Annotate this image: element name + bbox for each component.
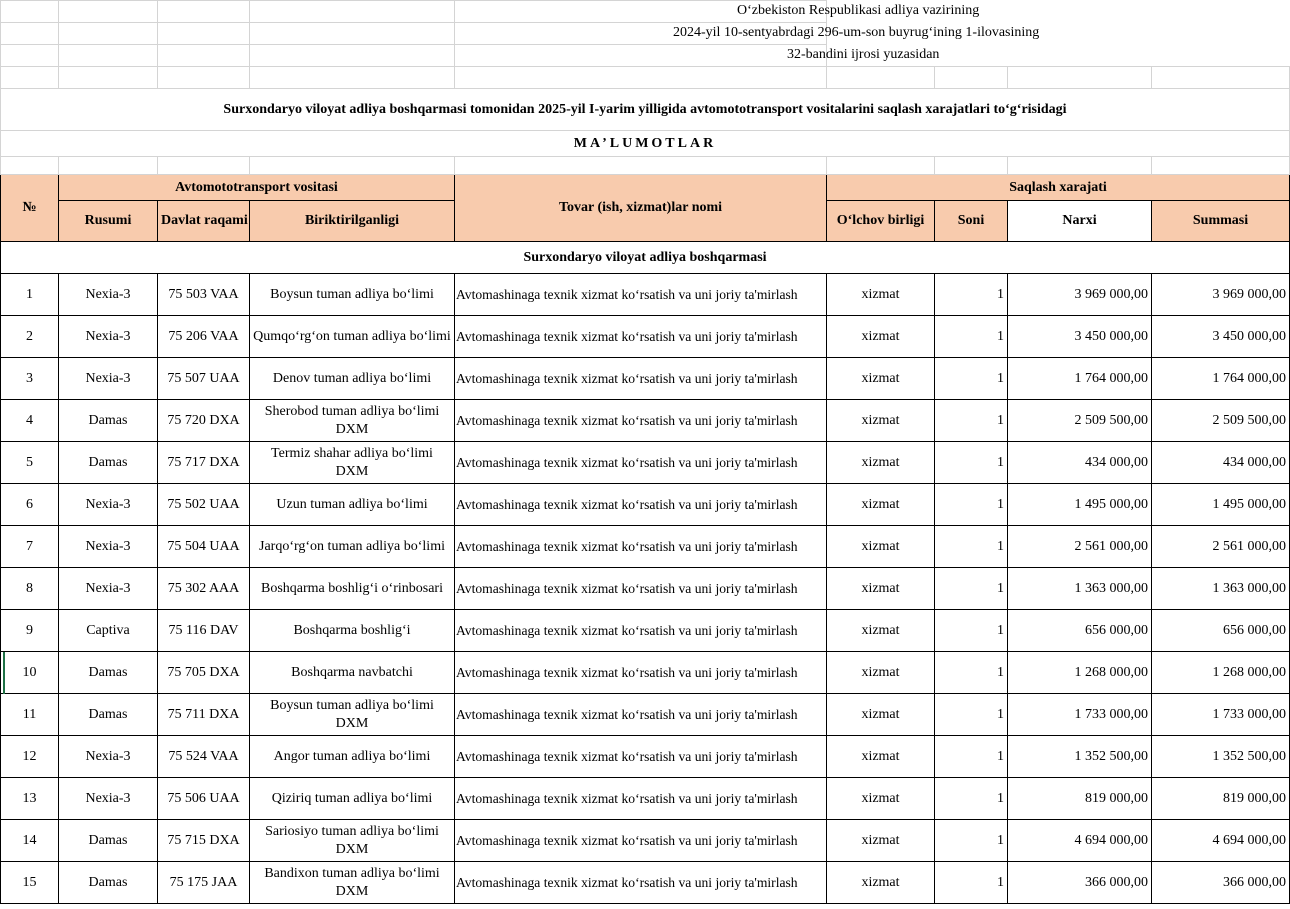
col-price: Narxi [1008, 201, 1152, 242]
cell-qty[interactable]: 1 [935, 778, 1008, 820]
cell-unit[interactable]: xizmat [827, 568, 935, 610]
cell-sum[interactable]: 3 969 000,00 [1152, 274, 1290, 316]
cell-plate[interactable]: 75 502 UAA [158, 484, 250, 526]
col-cost-group: Saqlash xarajati [827, 175, 1290, 201]
cell-price[interactable]: 1 764 000,00 [1008, 358, 1152, 400]
active-row-indicator [3, 652, 5, 694]
col-qty: Soni [935, 201, 1008, 242]
cell-plate[interactable]: 75 503 VAA [158, 274, 250, 316]
cell-assigned[interactable]: Termiz shahar adliya bo‘limi DXM [250, 442, 455, 484]
cell-goods[interactable]: Avtomashinaga texnik xizmat ko‘rsatish va uni joriy ta'mirlash [455, 400, 827, 442]
cell-price[interactable]: 1 733 000,00 [1008, 694, 1152, 736]
spacer-row [1, 157, 1290, 175]
cell-model[interactable]: Nexia-3 [59, 736, 158, 778]
table-row [1, 274, 1290, 316]
cell-price[interactable]: 1 495 000,00 [1008, 484, 1152, 526]
cell-qty[interactable]: 1 [935, 274, 1008, 316]
cell-unit[interactable]: xizmat [827, 778, 935, 820]
subtitle-row [1, 131, 1290, 157]
table-row [1, 400, 1290, 442]
cell-qty[interactable]: 1 [935, 400, 1008, 442]
cell-model[interactable]: Nexia-3 [59, 484, 158, 526]
cell-sum[interactable]: 1 733 000,00 [1152, 694, 1290, 736]
cell-goods[interactable]: Avtomashinaga texnik xizmat ko‘rsatish va uni joriy ta'mirlash [455, 694, 827, 736]
cell-sum[interactable]: 656 000,00 [1152, 610, 1290, 652]
col-sum: Summasi [1152, 201, 1290, 242]
cell-plate[interactable]: 75 715 DXA [158, 820, 250, 862]
col-assigned: Biriktirilganligi [250, 201, 455, 242]
table-row [1, 820, 1290, 862]
cell-plate[interactable]: 75 302 AAA [158, 568, 250, 610]
table-row [1, 442, 1290, 484]
cell-no[interactable]: 4 [1, 400, 59, 442]
cell-qty[interactable]: 1 [935, 862, 1008, 904]
cell-model[interactable]: Nexia-3 [59, 316, 158, 358]
cell-sum[interactable]: 1 495 000,00 [1152, 484, 1290, 526]
cell-unit[interactable]: xizmat [827, 400, 935, 442]
cell-sum[interactable]: 2 509 500,00 [1152, 400, 1290, 442]
cell-plate[interactable]: 75 720 DXA [158, 400, 250, 442]
cell-qty[interactable]: 1 [935, 610, 1008, 652]
cell-goods[interactable]: Avtomashinaga texnik xizmat ko‘rsatish va uni joriy ta'mirlash [455, 274, 827, 316]
cell-plate[interactable]: 75 717 DXA [158, 442, 250, 484]
col-goods: Tovar (ish, xizmat)lar nomi [455, 175, 827, 242]
cell-unit[interactable]: xizmat [827, 358, 935, 400]
cell-price[interactable]: 656 000,00 [1008, 610, 1152, 652]
col-vehicle-group: Avtomototransport vositasi [59, 175, 455, 201]
cell-sum[interactable]: 1 352 500,00 [1152, 736, 1290, 778]
document-subtitle: MA’LUMOTLAR [1, 131, 1290, 157]
cell-goods[interactable]: Avtomashinaga texnik xizmat ko‘rsatish va uni joriy ta'mirlash [455, 358, 827, 400]
header-row-3 [1, 45, 1290, 67]
cell-goods[interactable]: Avtomashinaga texnik xizmat ko‘rsatish va uni joriy ta'mirlash [455, 610, 827, 652]
cell-model[interactable]: Damas [59, 862, 158, 904]
cell-sum[interactable]: 434 000,00 [1152, 442, 1290, 484]
cell-sum[interactable]: 1 268 000,00 [1152, 652, 1290, 694]
cell-qty[interactable]: 1 [935, 316, 1008, 358]
cell-assigned[interactable]: Boysun tuman adliya bo‘limi [250, 274, 455, 316]
cell-model[interactable]: Damas [59, 820, 158, 862]
cell-plate[interactable]: 75 206 VAA [158, 316, 250, 358]
cell-sum[interactable]: 3 450 000,00 [1152, 316, 1290, 358]
cell-price[interactable]: 2 561 000,00 [1008, 526, 1152, 568]
cell-price[interactable]: 3 969 000,00 [1008, 274, 1152, 316]
cell-goods[interactable]: Avtomashinaga texnik xizmat ko‘rsatish va uni joriy ta'mirlash [455, 862, 827, 904]
table-row [1, 736, 1290, 778]
cell-plate[interactable]: 75 507 UAA [158, 358, 250, 400]
cell-assigned[interactable]: Qiziriq tuman adliya bo‘limi [250, 778, 455, 820]
cell-no[interactable]: 6 [1, 484, 59, 526]
cell-goods[interactable]: Avtomashinaga texnik xizmat ko‘rsatish va uni joriy ta'mirlash [455, 778, 827, 820]
cell-qty[interactable]: 1 [935, 358, 1008, 400]
table-row [1, 316, 1290, 358]
cell-assigned[interactable]: Sariosiyo tuman adliya bo‘limi DXM [250, 820, 455, 862]
header-line-2: 2024-yil 10-sentyabrdagi 296-um-son buyrug‘ining 1-ilovasining [673, 24, 1040, 40]
cell-model[interactable]: Captiva [59, 610, 158, 652]
section-title: Surxondaryo viloyat adliya boshqarmasi [1, 242, 1290, 274]
cell-plate[interactable]: 75 504 UAA [158, 526, 250, 568]
cell-assigned[interactable]: Jarqo‘rg‘on tuman adliya bo‘limi [250, 526, 455, 568]
cell-price[interactable]: 2 509 500,00 [1008, 400, 1152, 442]
cell-no[interactable]: 1 [1, 274, 59, 316]
cell-assigned[interactable]: Boysun tuman adliya bo‘limi DXM [250, 694, 455, 736]
cell-price[interactable]: 1 268 000,00 [1008, 652, 1152, 694]
cell-plate[interactable]: 75 175 JAA [158, 862, 250, 904]
cell-goods[interactable]: Avtomashinaga texnik xizmat ko‘rsatish va uni joriy ta'mirlash [455, 316, 827, 358]
header-line-3: 32-bandini ijrosi yuzasidan [787, 46, 940, 62]
cell-qty[interactable]: 1 [935, 442, 1008, 484]
cell-sum[interactable]: 819 000,00 [1152, 778, 1290, 820]
cell-assigned[interactable]: Denov tuman adliya bo‘limi [250, 358, 455, 400]
cell-goods[interactable]: Avtomashinaga texnik xizmat ko‘rsatish va uni joriy ta'mirlash [455, 442, 827, 484]
cell-assigned[interactable]: Boshqarma boshlig‘i o‘rinbosari [250, 568, 455, 610]
header-line-1: O‘zbekiston Respublikasi adliya vazirining [737, 2, 980, 18]
col-model: Rusumi [59, 201, 158, 242]
table-row [1, 778, 1290, 820]
cell-no[interactable]: 10 [1, 652, 59, 694]
cell-price[interactable]: 1 352 500,00 [1008, 736, 1152, 778]
cell-goods[interactable]: Avtomashinaga texnik xizmat ko‘rsatish va uni joriy ta'mirlash [455, 526, 827, 568]
cell-model[interactable]: Damas [59, 442, 158, 484]
header-row-2 [1, 23, 1290, 45]
cell-sum[interactable]: 1 363 000,00 [1152, 568, 1290, 610]
cell-qty[interactable]: 1 [935, 652, 1008, 694]
cell-model[interactable]: Damas [59, 694, 158, 736]
cell-assigned[interactable]: Qumqo‘rg‘on tuman adliya bo‘limi [250, 316, 455, 358]
cell-assigned[interactable]: Angor tuman adliya bo‘limi [250, 736, 455, 778]
blank-row [1, 67, 1290, 89]
cell-goods[interactable]: Avtomashinaga texnik xizmat ko‘rsatish va uni joriy ta'mirlash [455, 484, 827, 526]
table-row [1, 694, 1290, 736]
cell-price[interactable]: 1 363 000,00 [1008, 568, 1152, 610]
cell-qty[interactable]: 1 [935, 694, 1008, 736]
cell-assigned[interactable]: Bandixon tuman adliya bo‘limi DXM [250, 862, 455, 904]
cell-model[interactable]: Nexia-3 [59, 526, 158, 568]
cell-price[interactable]: 366 000,00 [1008, 862, 1152, 904]
cell-unit[interactable]: xizmat [827, 442, 935, 484]
cell-no[interactable]: 2 [1, 316, 59, 358]
cell-qty[interactable]: 1 [935, 526, 1008, 568]
cell-sum[interactable]: 4 694 000,00 [1152, 820, 1290, 862]
cell-model[interactable]: Damas [59, 652, 158, 694]
cell-no[interactable]: 13 [1, 778, 59, 820]
cell-price[interactable]: 3 450 000,00 [1008, 316, 1152, 358]
cell-unit[interactable]: xizmat [827, 820, 935, 862]
cell-no[interactable]: 5 [1, 442, 59, 484]
cell-goods[interactable]: Avtomashinaga texnik xizmat ko‘rsatish va uni joriy ta'mirlash [455, 736, 827, 778]
section-row [1, 242, 1290, 274]
table-row [1, 652, 1290, 694]
cell-assigned[interactable]: Boshqarma boshlig‘i [250, 610, 455, 652]
col-no: № [1, 175, 59, 242]
table-row [1, 484, 1290, 526]
document-title: Surxondaryo viloyat adliya boshqarmasi tomonidan 2025-yil I-yarim yilligida avtomototransport vositalarini saqlash xarajatlari to‘g‘risidagi [1, 89, 1290, 131]
cell-sum[interactable]: 2 561 000,00 [1152, 526, 1290, 568]
table-row [1, 526, 1290, 568]
cell-unit[interactable]: xizmat [827, 526, 935, 568]
cell-no[interactable]: 9 [1, 610, 59, 652]
table-row [1, 610, 1290, 652]
cell-unit[interactable]: xizmat [827, 316, 935, 358]
cell-no[interactable]: 14 [1, 820, 59, 862]
cell-unit[interactable]: xizmat [827, 736, 935, 778]
cell-assigned[interactable]: Uzun tuman adliya bo‘limi [250, 484, 455, 526]
cell-assigned[interactable]: Sherobod tuman adliya bo‘limi DXM [250, 400, 455, 442]
cell-no[interactable]: 11 [1, 694, 59, 736]
cell-unit[interactable]: xizmat [827, 274, 935, 316]
cell-plate[interactable]: 75 524 VAA [158, 736, 250, 778]
cell-unit[interactable]: xizmat [827, 484, 935, 526]
cell-model[interactable]: Nexia-3 [59, 778, 158, 820]
cell-unit[interactable]: xizmat [827, 862, 935, 904]
table-row [1, 862, 1290, 904]
cell-unit[interactable]: xizmat [827, 610, 935, 652]
table-row [1, 358, 1290, 400]
cell-sum[interactable]: 366 000,00 [1152, 862, 1290, 904]
col-unit: O‘lchov birligi [827, 201, 935, 242]
cell-qty[interactable]: 1 [935, 820, 1008, 862]
cell-sum[interactable]: 1 764 000,00 [1152, 358, 1290, 400]
cell-price[interactable]: 819 000,00 [1008, 778, 1152, 820]
col-plate: Davlat raqami [158, 201, 250, 242]
cell-no[interactable]: 3 [1, 358, 59, 400]
cell-goods[interactable]: Avtomashinaga texnik xizmat ko‘rsatish va uni joriy ta'mirlash [455, 652, 827, 694]
cell-qty[interactable]: 1 [935, 568, 1008, 610]
cell-plate[interactable]: 75 506 UAA [158, 778, 250, 820]
cell-plate[interactable]: 75 705 DXA [158, 652, 250, 694]
title-row [1, 89, 1290, 131]
cell-goods[interactable]: Avtomashinaga texnik xizmat ko‘rsatish va uni joriy ta'mirlash [455, 568, 827, 610]
table-header-row-1 [1, 175, 1290, 201]
cell-plate[interactable]: 75 116 DAV [158, 610, 250, 652]
cell-model[interactable]: Damas [59, 400, 158, 442]
cell-goods[interactable]: Avtomashinaga texnik xizmat ko‘rsatish va uni joriy ta'mirlash [455, 820, 827, 862]
cell-no[interactable]: 7 [1, 526, 59, 568]
cell-model[interactable]: Nexia-3 [59, 358, 158, 400]
cell-price[interactable]: 4 694 000,00 [1008, 820, 1152, 862]
table-row [1, 568, 1290, 610]
cell-assigned[interactable]: Boshqarma navbatchi [250, 652, 455, 694]
cell-no[interactable]: 15 [1, 862, 59, 904]
cell-unit[interactable]: xizmat [827, 652, 935, 694]
cell-model[interactable]: Nexia-3 [59, 274, 158, 316]
cell-unit[interactable]: xizmat [827, 694, 935, 736]
cell-qty[interactable]: 1 [935, 736, 1008, 778]
cell-model[interactable]: Nexia-3 [59, 568, 158, 610]
cell-plate[interactable]: 75 711 DXA [158, 694, 250, 736]
cell-price[interactable]: 434 000,00 [1008, 442, 1152, 484]
cell-no[interactable]: 8 [1, 568, 59, 610]
cell-no[interactable]: 12 [1, 736, 59, 778]
cell-qty[interactable]: 1 [935, 484, 1008, 526]
header-row-1 [1, 1, 1290, 23]
